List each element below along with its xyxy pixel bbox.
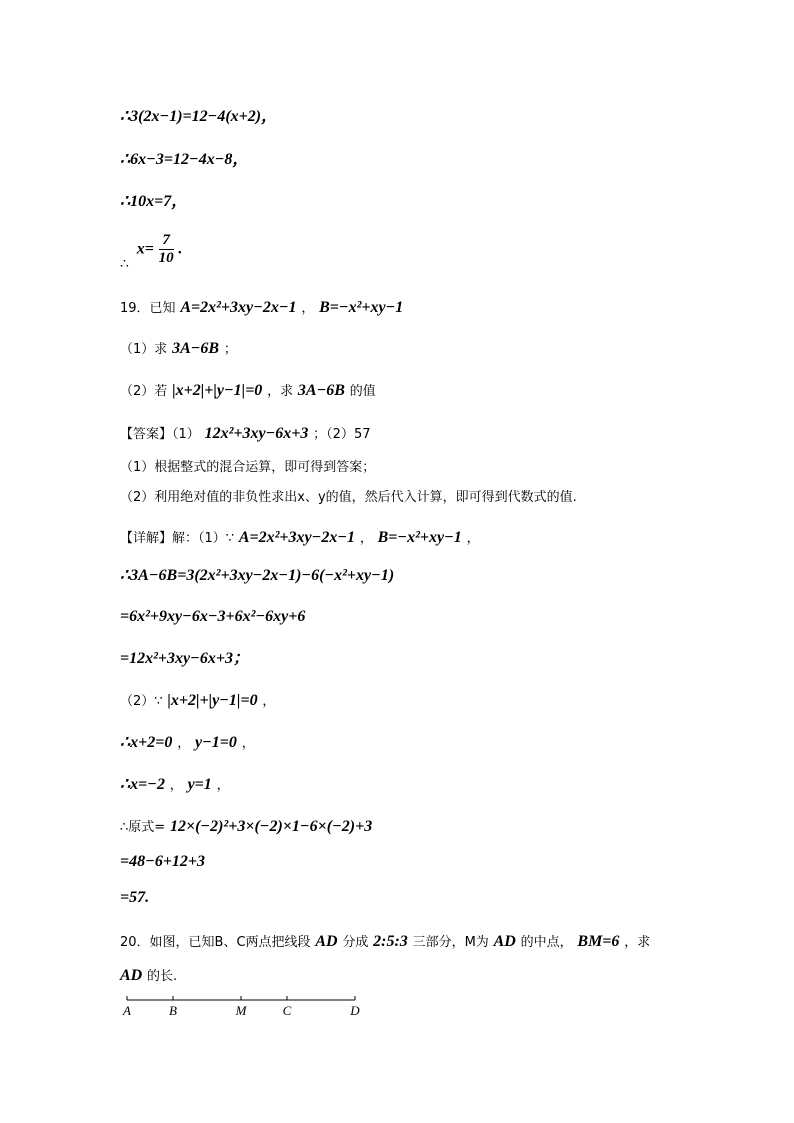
lhs: x= bbox=[136, 240, 154, 258]
expression-b: B=−x²+xy−1 bbox=[319, 299, 404, 316]
segment-diagram bbox=[110, 990, 370, 1030]
problem-19-part-2 bbox=[120, 380, 376, 402]
separator: ， bbox=[466, 531, 480, 546]
detail-line bbox=[120, 527, 480, 549]
separator: ； bbox=[223, 342, 237, 357]
equation-line-4 bbox=[120, 232, 183, 272]
fraction-denominator: 10 bbox=[158, 250, 174, 266]
step-6 bbox=[120, 774, 230, 796]
therefore-symbol: ∴ bbox=[120, 255, 129, 272]
part-label: （2）∵ bbox=[120, 694, 163, 709]
step-3: =12x²+3xy−6x+3； bbox=[120, 650, 249, 667]
separator: ， bbox=[177, 736, 191, 751]
equation-line-2: ∴6x−3=12−4x−8， bbox=[120, 151, 249, 168]
statement-text: 的中点， bbox=[520, 935, 573, 950]
value-y: y=1 bbox=[187, 776, 212, 793]
separator: ， bbox=[359, 531, 373, 546]
condition-expression: |x+2|+|y−1|=0 bbox=[172, 382, 263, 399]
point-label-m: M bbox=[235, 1003, 247, 1018]
answer-part-2: ；（2）57 bbox=[313, 427, 371, 442]
step-1: ∴3A−6B=3(2x²+3xy−2x−1)−6(−x²+xy−1) bbox=[120, 567, 395, 584]
answer-label: 【答案】（1） bbox=[120, 427, 200, 442]
step-4 bbox=[120, 690, 275, 712]
ratio: 2:5:3 bbox=[373, 933, 408, 950]
statement-text: 分成 bbox=[342, 935, 369, 950]
segment-label: AD bbox=[315, 933, 338, 950]
equation-y: y−1=0 bbox=[195, 734, 237, 751]
statement-text: 20．如图，已知B、C两点把线段 bbox=[120, 935, 311, 950]
separator: ， bbox=[262, 694, 276, 709]
separator: ， bbox=[301, 301, 315, 316]
segment-label: AD bbox=[493, 933, 516, 950]
part-label: （2）若 bbox=[120, 384, 168, 399]
value-x: ∴x=−2 bbox=[120, 776, 165, 793]
step-9: =57. bbox=[120, 889, 150, 906]
step-5 bbox=[120, 732, 255, 754]
expression-a: A=2x²+3xy−2x−1 bbox=[238, 529, 356, 546]
step-7 bbox=[120, 816, 372, 838]
problem-19-part-1 bbox=[120, 338, 237, 360]
problem-19-statement bbox=[120, 297, 403, 319]
suffix-text: 的值 bbox=[349, 384, 376, 399]
statement-text: 的长. bbox=[147, 969, 178, 984]
statement-text: ，求 bbox=[624, 935, 651, 950]
answer-expression: 12x²+3xy−6x+3 bbox=[204, 425, 309, 442]
condition-expression: |x+2|+|y−1|=0 bbox=[167, 692, 258, 709]
problem-20-statement bbox=[120, 931, 650, 953]
problem-number: 19．已知 bbox=[120, 301, 176, 316]
point-label-d: D bbox=[350, 1003, 360, 1018]
target-expression: 3A−6B bbox=[172, 340, 220, 357]
point-label-a: A bbox=[123, 1003, 131, 1018]
equation-x: ∴x+2=0 bbox=[120, 734, 173, 751]
part-label: （1）求 bbox=[120, 342, 168, 357]
target-expression: 3A−6B bbox=[297, 382, 345, 399]
separator: ， bbox=[216, 778, 230, 793]
separator: ， bbox=[241, 736, 255, 751]
point-label-c: C bbox=[282, 1003, 292, 1018]
problem-20-statement-cont bbox=[120, 965, 177, 987]
separator: ， bbox=[169, 778, 183, 793]
point-label-b: B bbox=[169, 1003, 177, 1018]
analysis-line-1: （1）根据整式的混合运算，即可得到答案； bbox=[120, 460, 376, 475]
connector-text: ，求 bbox=[267, 384, 294, 399]
fraction-numerator: 7 bbox=[159, 232, 174, 250]
equation-line-1: ∴3(2x−1)=12−4(x+2)， bbox=[120, 108, 278, 125]
answer-line bbox=[120, 423, 371, 445]
statement-text: 三部分，M为 bbox=[412, 935, 489, 950]
analysis-line-2: （2）利用绝对值的非负性求出x、y的值，然后代入计算，即可得到代数式的值. bbox=[120, 490, 577, 505]
substitution-label: ∴原式= bbox=[120, 820, 166, 835]
expression-a: A=2x²+3xy−2x−1 bbox=[180, 299, 297, 316]
fraction bbox=[159, 232, 174, 267]
given-length: BM=6 bbox=[577, 933, 620, 950]
segment-label: AD bbox=[120, 967, 143, 984]
segment-points bbox=[122, 996, 360, 1018]
detail-label: 【详解】解：（1）∵ bbox=[120, 531, 235, 546]
step-8: =48−6+12+3 bbox=[120, 853, 206, 870]
expression-b: B=−x²+xy−1 bbox=[377, 529, 462, 546]
substitution-expression: 12×(−2)²+3×(−2)×1−6×(−2)+3 bbox=[169, 818, 373, 835]
period: . bbox=[178, 240, 183, 258]
step-2: =6x²+9xy−6x−3+6x²−6xy+6 bbox=[120, 608, 306, 625]
equation-line-3: ∴10x=7， bbox=[120, 193, 188, 210]
